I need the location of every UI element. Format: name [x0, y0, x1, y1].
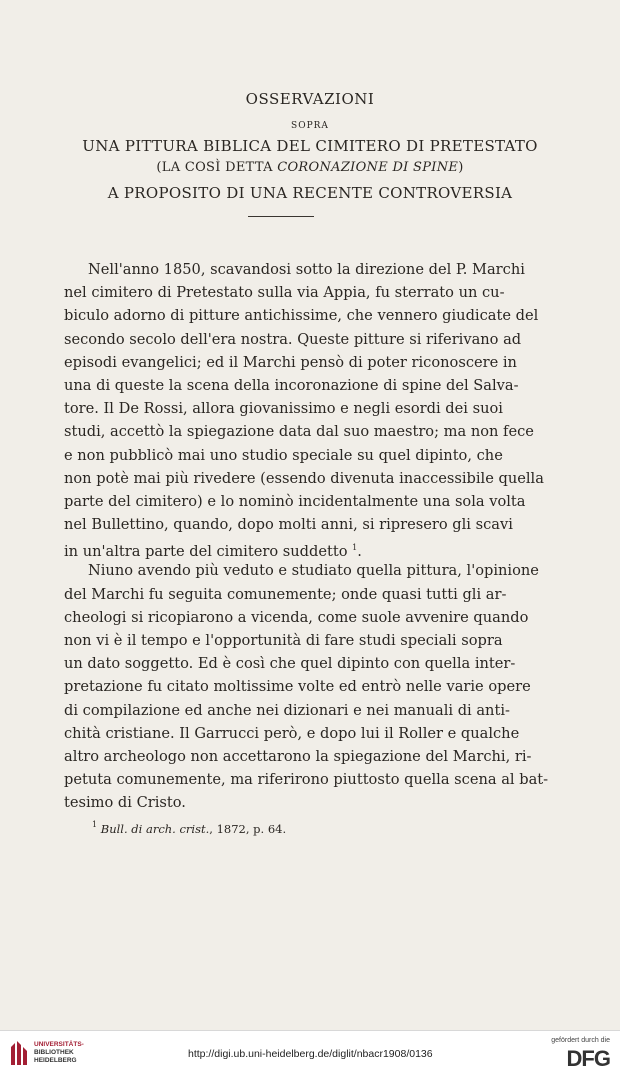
paragraph-line: tesimo di Cristo.	[64, 794, 186, 812]
footnote	[92, 820, 286, 836]
paragraph-line: parte del cimitero) e lo nominò incidentalmente una sola volta	[64, 492, 526, 510]
paragraph-line: nel cimitero di Pretestato sulla via Appia, fu sterrato un cu-	[64, 284, 505, 302]
heading-divider	[248, 216, 314, 217]
permalink-url[interactable]: http://digi.ub.uni-heidelberg.de/diglit/nbacr1908/0136	[188, 1048, 433, 1060]
heading-title: OSSERVAZIONI	[245, 90, 375, 108]
paragraph-line: una di queste la scena della incoronazione di spine del Salva-	[64, 376, 519, 394]
footnote-ref: 1	[352, 543, 358, 553]
library-name-line: HEIDELBERG	[34, 1057, 77, 1064]
heading-paren-post: )	[458, 160, 464, 175]
paragraph-line: Nell'anno 1850, scavandosi sotto la direzione del P. Marchi	[88, 261, 525, 278]
paragraph-line: secondo secolo dell'era nostra. Queste pitture si riferivano ad	[64, 330, 522, 348]
heading-subtitle: A PROPOSITO DI UNA RECENTE CONTROVERSIA	[107, 184, 513, 202]
heading-subject: UNA PITTURA BIBLICA DEL CIMITERO DI PRETESTATO	[82, 137, 538, 155]
paragraph-line: e non pubblicò mai uno studio speciale su quel dipinto, che	[64, 446, 503, 464]
paragraph-line-text: in un'altra parte del cimitero suddetto	[64, 543, 348, 561]
paragraph-line: altro archeologo non accettarono la spiegazione del Marchi, ri-	[64, 747, 532, 765]
paragraph-line: non potè mai più rivedere (essendo divenuta inaccessibile quella	[64, 469, 544, 487]
footnote-source: Bull. di arch. crist.	[100, 822, 210, 836]
funding-note: gefördert durch die	[551, 1037, 610, 1044]
paragraph-line: del Marchi fu seguita comunemente; onde quasi tutti gli ar-	[64, 585, 507, 603]
paragraph-line: chità cristiane. Il Garrucci però, e dopo lui il Roller e qualche	[64, 724, 520, 742]
heading-parenthetical	[0, 160, 620, 175]
dfg-logo[interactable]: DFG	[566, 1046, 610, 1071]
paragraph-line: petuta comunemente, ma riferirono piuttosto quella scena al bat-	[64, 771, 549, 789]
library-name-line: UNIVERSITÄTS-	[34, 1041, 84, 1048]
paragraph-line: cheologi si ricopiarono a vicenda, come suole avvenire quando	[64, 608, 529, 626]
paragraph-line: tore. Il De Rossi, allora giovanissimo e negli esordi dei suoi	[64, 400, 503, 418]
paragraph-line: pretazione fu citato moltissime volte ed entrò nelle varie opere	[64, 678, 531, 696]
footnote-number: 1	[92, 820, 98, 829]
heading-paren-pre: (LA COSÌ DETTA	[156, 160, 278, 175]
body-text	[64, 258, 549, 815]
paragraph-line: Niuno avendo più veduto e studiato quella pittura, l'opinione	[88, 562, 539, 580]
paragraph-line: studi, accettò la spiegazione data dal suo maestro; ma non fece	[64, 423, 534, 441]
paragraph-line-last: in un'altra parte del cimitero suddetto $^1$.	[64, 543, 362, 561]
heading-paren-italic: CORONAZIONE DI SPINE	[277, 160, 459, 175]
paragraph-line: nel Bullettino, quando, dopo molti anni, si ripresero gli scavi	[64, 516, 513, 534]
paragraph-line: biculo adorno di pitture antichissime, che vennero giudicate del	[64, 307, 539, 325]
paragraph-line: di compilazione ed anche nei dizionari e nei manuali di anti-	[64, 701, 510, 719]
library-name	[34, 1041, 84, 1065]
footnote-citation: , 1872, p. 64.	[209, 822, 287, 836]
heading-sopra: SOPRA	[291, 121, 329, 131]
viewer-footer	[0, 1030, 620, 1077]
paragraph-line: un dato soggetto. Ed è così che quel dipinto con quella inter-	[64, 655, 516, 673]
library-name-line: BIBLIOTHEK	[34, 1049, 74, 1056]
university-library-logo-icon[interactable]	[8, 1039, 30, 1067]
paragraph-line: non vi è il tempo e l'opportunità di fare studi speciali sopra	[64, 632, 503, 649]
paragraph-line: episodi evangelici; ed il Marchi pensò di poter riconoscere in	[64, 353, 517, 371]
